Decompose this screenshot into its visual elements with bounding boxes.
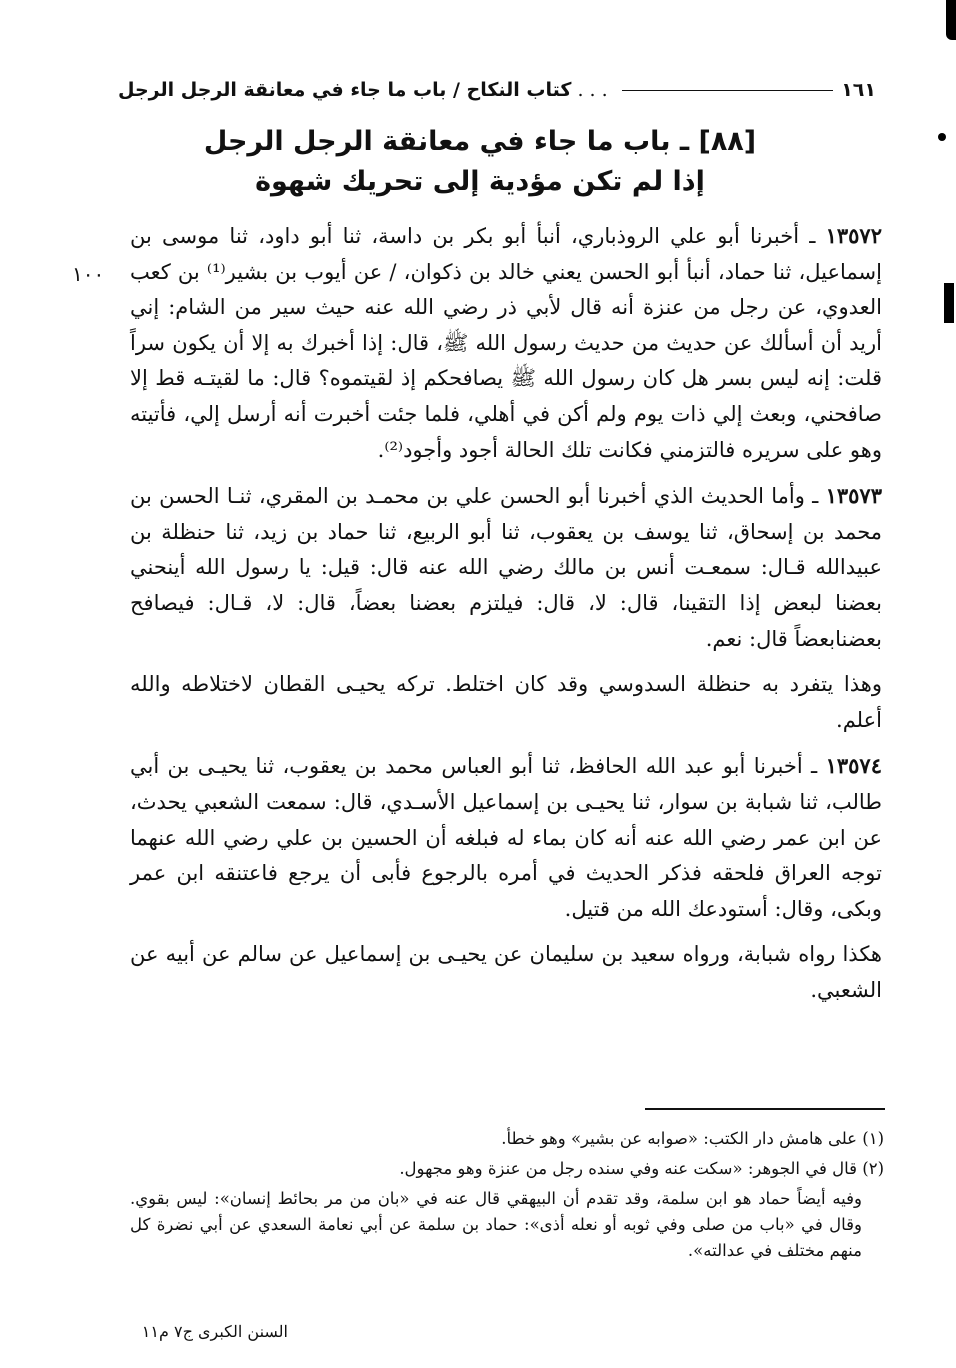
printer-signature: السنن الكبرى ج٧ م١١ [141, 1322, 288, 1341]
footnote-2-continuation: وفيه أيضاً حماد هو ابن سلمة، وقد تقدم أن البيهقي قال عنه في «بان من مر بحائط إنسان»: ليس بقوي. وقال في «باب من صلى وفي ثوبه أو نعله أذى»: حماد بن سلمة عن أبي نعامة السعدي عن أبي نضرة كل منهم مختلف في عدالته». [130, 1189, 862, 1260]
hadith-paragraph [130, 218, 882, 468]
hadith-paragraph [130, 748, 882, 927]
footnote-1: (١) على هامش دار الكتب: «صوابه عن بشير» وهو خطأ. [501, 1129, 884, 1148]
commentary-text: وهذا يتفرد به حنظلة السدوسي وقد كان اختلط. تركه يحيـى القطان لاختلاطه والله أعلم. [130, 672, 882, 732]
hadith-number: ١٣٥٧٤ [825, 753, 882, 779]
hadith-text: ـ أخبرنا أبو عبد الله الحافظ، ثنا أبو العباس محمد بن يعقوب، ثنا يحيـى بن أبي طالب، ثنا شبابة بن سوار، ثنا يحيـى بن إسماعيل الأسـدي، قال: سمعت الشعبي يحدث، عن ابن عمر رضي الله عنه أنه كان بماء له فبلغه أن الحسين بن علي رضي الله عنهما توجه العراق فلحقه فذكر الحديث في أمره بالرجوع فأبى أن يرجع فاعتنقه ابن عمر وبكى، وقال: أستودعك الله من قتيل. [130, 754, 882, 921]
footnote-separator [645, 1108, 885, 1110]
hadith-number: ١٣٥٧٢ [825, 223, 882, 248]
scan-dot-mark [938, 133, 946, 141]
body-text [130, 218, 882, 1018]
running-header-dots: . . . [577, 79, 608, 101]
commentary-text: هكذا رواه شبابة، ورواه سعيد بن سليمان عن يحيـى بن إسماعيل عن سالم عن أبيه عن الشعبي. [130, 942, 882, 1002]
commentary-paragraph [130, 937, 882, 1008]
margin-page-reference: ١٠٠ [72, 262, 105, 286]
hadith-number: ١٣٥٧٣ [825, 483, 882, 509]
scan-edge-mark [946, 0, 956, 40]
hadith-text: ـ أخبرنا أبو علي الروذباري، أنبأ أبو بكر بن داسة، ثنا أبو داود، ثنا موسى بن إسماعيل، ثنا حماد، أنبأ أبو الحسن يعني خالد بن ذكوان، / عن أيوب بن بشير⁽¹⁾ بن كعب العدوي، عن رجل من عنزة أنه قال لأبي ذر رضي الله عنه حيث سير من الشام: إني أريد أن أسألك عن حديث من حديث رسول الله ﷺ، قال: إذا أخبرك به إلا أن يكون سراً قلت: إنه ليس بسر هل كان رسول الله ﷺ يصافحكم إذ لقيتموه؟ قال: ما لقيتـه قط إلا صافحني، وبعث إلي ذات يوم ولم أكن في أهلي، فلما جئت أخبرت أنه أرسل إلي، فأتيته وهو على سريره فالتزمني فكانت تلك الحالة أجود وأجود⁽²⁾. [130, 224, 882, 462]
running-header-rule [622, 90, 834, 91]
page-number: ١٦١ [841, 79, 876, 101]
footnote-2: (٢) قال في الجوهر: «سكت عنه وفي سنده رجل من عنزة وهو مجهول. [399, 1159, 884, 1178]
running-header [118, 70, 876, 110]
hadith-paragraph [130, 478, 882, 657]
scan-side-mark [944, 283, 954, 323]
chapter-heading-line-1: [٨٨] ـ باب ما جاء في معانقة الرجل الرجل [203, 126, 757, 157]
commentary-paragraph [130, 667, 882, 738]
running-header-title: كتاب النكاح / باب ما جاء في معانقة الرجل الرجل [118, 79, 572, 101]
chapter-heading-line-2: إذا لم تكن مؤدية إلى تحريك شهوة [255, 166, 705, 197]
hadith-text: ـ وأما الحديث الذي أخبرنا أبو الحسن علي بن محمـد بن المقري، ثنـا الحسن بن محمد بن إسحاق، ثنا يوسف بن يعقوب، ثنا أبو الربيع، ثنا حماد بن زيد، ثنا حنظلة بن عبيدالله قـال: سمعـت أنس بن مالك رضي الله عنه قال: قيل: يا رسول الله أينحني بعضنا لبعض إذا التقينا، قال: لا، قال: فيلتزم بعضنا بعضاً، قال: لا، قـال: فيصافح بعضنابعضاً قال: نعم. [130, 484, 882, 651]
footnotes [130, 1126, 884, 1268]
chapter-heading [130, 122, 830, 202]
